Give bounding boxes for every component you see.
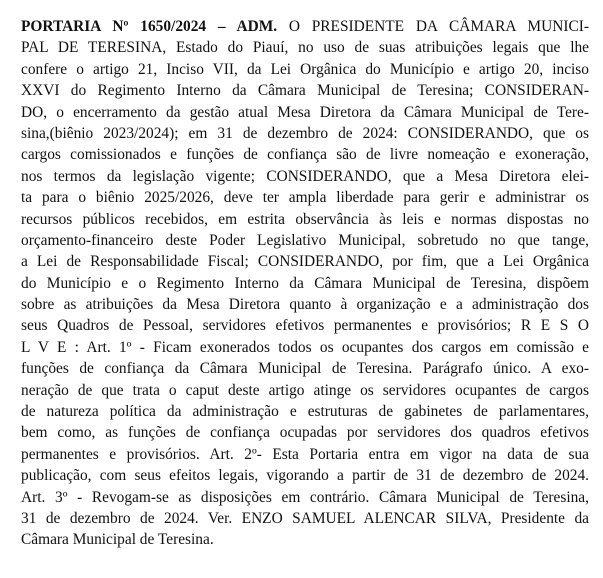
paragraph-line-13: do Município e o Regimento Interno da Câmara Municipal de Teresina, dispõem bbox=[21, 274, 589, 292]
paragraph-line-1 bbox=[21, 16, 589, 37]
portaria-paragraph bbox=[21, 16, 589, 551]
paragraph-line-9: ta para o biênio 2025/2026, deve ter ampla liberdade para gerir e administrar os bbox=[21, 189, 589, 207]
portaria-heading: PORTARIA Nº 1650/2024 – ADM. bbox=[21, 18, 278, 35]
paragraph-line-1-text: O PRESIDENTE DA CÂMARA MUNICI- bbox=[277, 18, 589, 35]
paragraph-line-2: PAL DE TERESINA, Estado do Piauí, no uso de suas atribuições legais que lhe bbox=[21, 39, 589, 57]
paragraph-line-23: Art. 3º - Revogam-se as disposições em contrário. Câmara Municipal de Teresina, bbox=[21, 488, 589, 506]
paragraph-line-19: de natureza política da administração e estruturas de gabinetes de parlamentares, bbox=[21, 403, 589, 421]
paragraph-line-5: DO, o encerramento da gestão atual Mesa Diretora da Câmara Municipal de Tere- bbox=[21, 103, 589, 121]
paragraph-line-24: 31 de dezembro de 2024. Ver. ENZO SAMUEL ALENCAR SILVA, Presidente da bbox=[21, 509, 589, 527]
paragraph-line-6: sina,(biênio 2023/2024); em 31 de dezembro de 2024: CONSIDERANDO, que os bbox=[21, 124, 589, 142]
paragraph-line-4: XXVI do Regimento Interno da Câmara Municipal de Teresina; CONSIDERAN- bbox=[21, 82, 589, 100]
paragraph-line-12: a Lei de Responsabilidade Fiscal; CONSIDERANDO, por fim, que a Lei Orgânica bbox=[21, 253, 589, 271]
paragraph-line-25: Câmara Municipal de Teresina. bbox=[21, 531, 214, 549]
paragraph-line-22: publicação, com seus efeitos legais, vigorando a partir de 31 de dezembro de 2024. bbox=[21, 467, 589, 485]
paragraph-line-21: permanentes e provisórios. Art. 2º- Esta Portaria entra em vigor na data de sua bbox=[21, 445, 589, 463]
paragraph-line-17: funções de confiança da Câmara Municipal de Teresina. Parágrafo único. A exo- bbox=[21, 360, 589, 378]
paragraph-line-18: neração de que trata o caput deste artigo atinge os servidores ocupantes de cargos bbox=[21, 381, 589, 399]
paragraph-line-15: seus Quadros de Pessoal, servidores efetivos permanentes e provisórios; R E S O bbox=[21, 317, 589, 335]
paragraph-line-20: bem como, as funções de confiança ocupadas por servidores dos quadros efetivos bbox=[21, 424, 589, 442]
paragraph-line-7: cargos comissionados e funções de confiança são de livre nomeação e exoneração, bbox=[21, 146, 589, 164]
paragraph-line-16: L V E : Art. 1º - Ficam exonerados todos os ocupantes dos cargos em comissão e bbox=[21, 338, 589, 356]
paragraph-line-11: orçamento-financeiro deste Poder Legislativo Municipal, sobretudo no que tange, bbox=[21, 231, 589, 249]
paragraph-line-3: confere o artigo 21, Inciso VII, da Lei Orgânica do Município e artigo 20, inciso bbox=[21, 60, 589, 78]
paragraph-line-8: nos termos da legislação vigente; CONSIDERANDO, que a Mesa Diretora elei- bbox=[21, 167, 589, 185]
paragraph-line-14: sobre as atribuições da Mesa Diretora quanto à organização e a administração dos bbox=[21, 296, 589, 314]
paragraph-line-10: recursos públicos recebidos, em estrita observância às leis e normas dispostas no bbox=[21, 210, 589, 228]
